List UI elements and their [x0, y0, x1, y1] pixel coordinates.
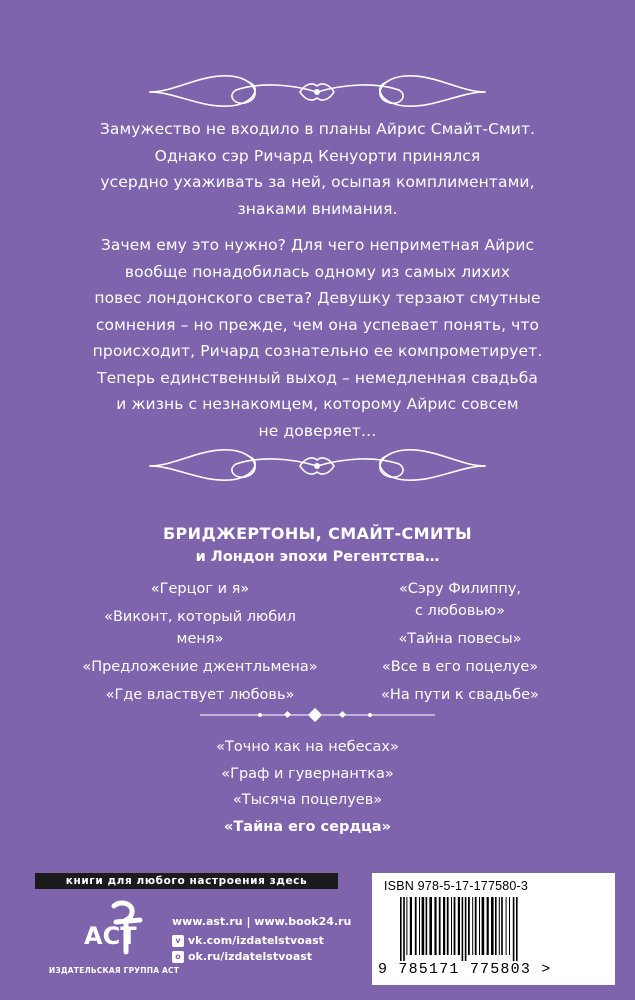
blurb-line: повес лондонского света? Девушку терзают смутные [94, 289, 541, 307]
book-title-current: «Тайна его сердца» [224, 818, 391, 835]
logo-text: ACT [84, 922, 137, 950]
blurb-line: Однако сэр Ричард Кенуорти принялся [154, 146, 481, 165]
barcode-bar [482, 897, 485, 955]
barcode-panel [372, 873, 615, 985]
barcode-bar [487, 897, 489, 955]
barcode-bar [451, 897, 452, 955]
book-title: «Герцог и я» [150, 581, 250, 597]
book-title: «На пути к свадьбе» [381, 687, 539, 703]
barcode-bar [410, 897, 412, 955]
barcode-bar [509, 897, 510, 955]
barcode-bar [506, 897, 507, 955]
blurb-paragraph-1 [80, 116, 555, 222]
book-title: «Граф и гувернантка» [221, 765, 394, 782]
barcode-bar [472, 897, 473, 955]
ok-icon: o [172, 951, 184, 963]
barcode-digits: 9 785171 775803 > [378, 961, 552, 978]
barcode-bar [439, 897, 441, 955]
barcode-bar [426, 897, 428, 955]
barcode-bar [454, 897, 456, 955]
book-title: «Тайна повесы» [398, 631, 522, 647]
vk-link[interactable]: vk.com/izdatelstvoast [188, 934, 324, 947]
blurb-line: Замужество не входило в планы Айрис Смайт-Смит. [99, 120, 536, 138]
publisher-name: ИЗДАТЕЛЬСКАЯ ГРУППА АСТ [48, 966, 180, 975]
barcode-bar [429, 897, 432, 955]
barcode-bars [396, 897, 596, 961]
blurb-line: и жизнь с незнакомцем, которому Айрис совсем [116, 395, 519, 413]
book-title: «Тысяча поцелуев» [232, 792, 383, 808]
barcode-bar [462, 897, 464, 961]
blurb-line: Теперь единственный выход – немедленная свадьба [97, 368, 538, 387]
barcode-bar [495, 897, 497, 955]
ast-logo-icon [78, 898, 148, 960]
book-title: «Точно как на небесах» [216, 739, 399, 755]
blurb-line: знаками внимания. [237, 199, 398, 218]
barcode-bar [458, 897, 460, 955]
barcode-bar [419, 897, 420, 955]
blurb-line: сомнения – но прежде, чем она успевает понять, что [95, 315, 540, 334]
barcode-bar [422, 897, 425, 955]
isbn-text: ISBN 978-5-17-177580-3 [384, 879, 529, 893]
sites-row [172, 914, 351, 930]
blurb-line: не доверяет… [258, 421, 377, 440]
vk-icon: v [172, 935, 184, 947]
ok-link[interactable]: ok.ru/izdatelstvoast [188, 950, 313, 963]
book-title: с любовью» [414, 603, 506, 619]
blurb-line: вообще понадобилась одному из самых лихих [124, 262, 511, 281]
series-heading-line-2: и Лондон эпохи Регентства… [195, 549, 440, 565]
barcode-bar [434, 897, 436, 955]
series-left-column [50, 578, 350, 712]
barcode-bar [415, 897, 417, 955]
barcode-bar [491, 897, 494, 955]
book-title: «Виконт, который любил [104, 609, 296, 625]
sites-link[interactable]: www.ast.ru | www.book24.ru [172, 915, 352, 928]
barcode-bar [513, 897, 515, 961]
publisher-contacts [172, 914, 351, 965]
middle-ornament [0, 436, 635, 496]
barcode-bar [499, 897, 500, 955]
blurb-line: Зачем ему это нужно? Для чего неприметная Айрис [100, 236, 535, 254]
barcode-bar [447, 897, 449, 955]
blurb-line: усердно ухаживать за ней, осыпая комплиментами, [100, 173, 535, 191]
barcode-bar [501, 897, 503, 955]
small-divider [200, 707, 435, 723]
blurb-line: происходит, Ричард сознательно ее компрометирует. [92, 342, 543, 360]
barcode-bar [475, 897, 477, 955]
top-ornament [0, 62, 635, 122]
tagline-bar: книги для любого настроения здесь [35, 873, 338, 889]
series-more-titles [0, 734, 615, 840]
book-title: «Предложение джентльмена» [82, 659, 318, 675]
barcode-bar [443, 897, 445, 955]
barcode-bar [400, 897, 402, 961]
book-title: «Все в его поцелуе» [381, 659, 539, 675]
book-title: меня» [176, 631, 224, 647]
series-right-column [340, 578, 580, 712]
vk-row [172, 933, 351, 949]
barcode-bar [403, 897, 405, 961]
series-heading-line-1: БРИДЖЕРТОНЫ, СМАЙТ-СМИТЫ [162, 524, 473, 543]
barcode-bar [465, 897, 467, 961]
blurb-paragraph-2 [80, 232, 555, 444]
series-heading [0, 522, 635, 568]
ok-row [172, 949, 351, 965]
book-title: «Где властвует любовь» [105, 687, 295, 703]
barcode-bar [516, 897, 518, 961]
barcode-bar [468, 897, 470, 955]
barcode-bar [479, 897, 480, 955]
book-title: «Сэру Филиппу, [398, 581, 522, 597]
barcode-bar [406, 897, 407, 955]
